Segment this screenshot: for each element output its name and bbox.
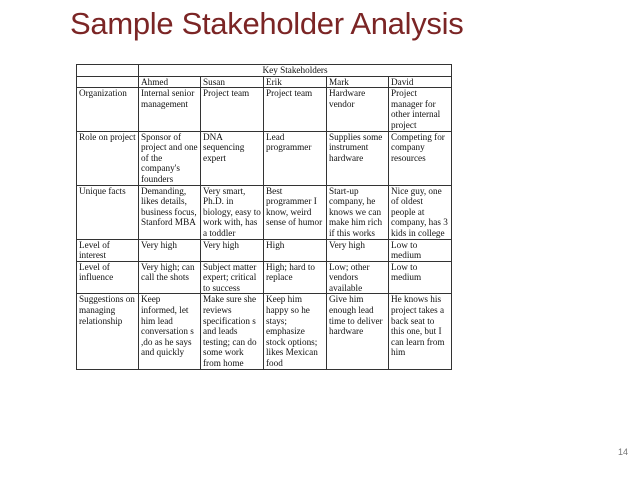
row-label: Unique facts [77,185,139,239]
table-cell: Lead programmer [264,131,327,185]
table-row [77,131,452,185]
table-cell: High; hard to replace [264,261,327,294]
row-label: Level of interest [77,239,139,261]
stakeholder-names-row [77,76,452,88]
table-group-header-row [77,65,452,77]
table-corner-cell [77,76,139,88]
stakeholder-name: Erik [264,76,327,88]
table-row [77,294,452,369]
table-row [77,185,452,239]
table-cell: Hardware vendor [327,88,389,131]
table-cell: Very high; can call the shots [139,261,201,294]
key-stakeholders-header: Key Stakeholders [139,65,452,77]
table-row [77,261,452,294]
table-cell: Low to medium [389,239,452,261]
table-row [77,88,452,131]
table-cell: Low to medium [389,261,452,294]
stakeholder-name: Mark [327,76,389,88]
table-cell: Very high [327,239,389,261]
page-number: 14 [617,447,628,457]
stakeholder-name: David [389,76,452,88]
slide-title: Sample Stakeholder Analysis [70,6,464,41]
table-cell: Project team [201,88,264,131]
table-cell: Very high [139,239,201,261]
stakeholder-name: Ahmed [139,76,201,88]
table-cell: Very smart, Ph.D. in biology, easy to work with, has a toddler [201,185,264,239]
table-cell: Best programmer I know, weird sense of humor [264,185,327,239]
row-label: Organization [77,88,139,131]
row-label: Role on project [77,131,139,185]
row-label: Level of influence [77,261,139,294]
row-label: Suggestions on managing relationship [77,294,139,369]
table-cell: Project manager for other internal project [389,88,452,131]
table-cell: Low; other vendors available [327,261,389,294]
table-cell: Sponsor of project and one of the company's founders [139,131,201,185]
table-cell: Keep informed, let him lead conversation s ,do as he says and quickly [139,294,201,369]
table-cell: Project team [264,88,327,131]
table-cell: Supplies some instrument hardware [327,131,389,185]
stakeholder-table [76,64,452,370]
table-cell: Keep him happy so he stays; emphasize stock options; likes Mexican food [264,294,327,369]
table-cell: Demanding, likes details, business focus, Stanford MBA [139,185,201,239]
table-cell: Nice guy, one of oldest people at company, has 3 kids in college [389,185,452,239]
table-cell: Very high [201,239,264,261]
table-cell: High [264,239,327,261]
table-cell: Start-up company, he knows we can make him rich if this works [327,185,389,239]
table-row [77,239,452,261]
table-cell: Competing for company resources [389,131,452,185]
table-cell: Subject matter expert; critical to success [201,261,264,294]
table-cell: Make sure she reviews specification s and leads testing; can do some work from home [201,294,264,369]
table-cell: DNA sequencing expert [201,131,264,185]
stakeholder-name: Susan [201,76,264,88]
table-cell: Give him enough lead time to deliver hardware [327,294,389,369]
table-corner-cell [77,65,139,77]
table-cell: Internal senior management [139,88,201,131]
table-cell: He knows his project takes a back seat to this one, but I can learn from him [389,294,452,369]
